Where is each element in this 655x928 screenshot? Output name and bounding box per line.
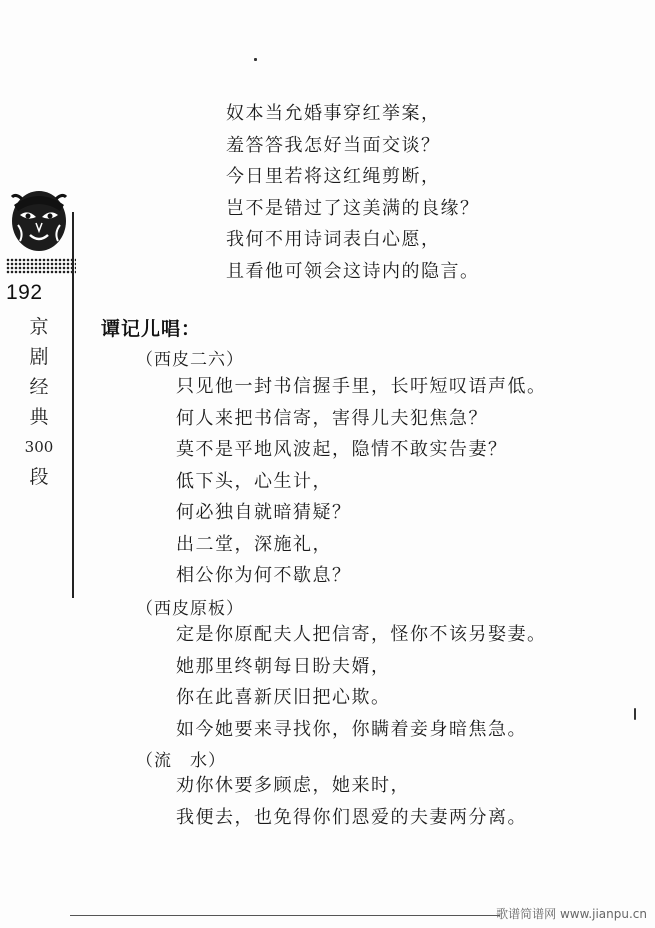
verse-line: 我何不用诗词表白心愿， <box>226 229 441 250</box>
verse-block <box>176 371 547 592</box>
title-char: 经 <box>29 376 49 398</box>
verse-line: 何必独自就暗猜疑？ <box>176 502 352 523</box>
verse-line: 岂不是错过了这美满的良缘？ <box>226 197 480 219</box>
opera-mask-icon <box>8 185 70 253</box>
verse-line: 出二堂，深施礼， <box>176 533 332 555</box>
halftone-strip <box>6 258 76 274</box>
verse-line: 如今她要来寻找你，你瞒着妾身暗焦急。 <box>176 718 527 740</box>
title-char: 典 <box>29 406 49 428</box>
watermark: 歌谱简谱网 www.jianpu.cn <box>496 907 647 921</box>
tune-label: （西皮原板） <box>136 599 244 619</box>
title-char: 京 <box>29 316 49 338</box>
verse-line: 低下头，心生计， <box>176 470 332 492</box>
bottom-rule <box>70 915 500 916</box>
verse-line: 她那里终朝每日盼夫婿， <box>176 655 391 677</box>
verse-line: 今日里若将这红绳剪断， <box>226 166 441 187</box>
tune-label: （西皮二六） <box>136 350 244 370</box>
verse-line: 何人来把书信寄，害得儿夫犯焦急？ <box>176 407 488 429</box>
verse-block <box>176 770 527 833</box>
title-char: 段 <box>29 466 49 488</box>
title-number: 300 <box>24 438 54 456</box>
margin-rule <box>72 212 74 598</box>
verse-line: 且看他可领会这诗内的隐言。 <box>226 260 480 282</box>
verse-line: 定是你原配夫人把信寄，怪你不该另娶妻。 <box>176 624 547 645</box>
title-char: 剧 <box>29 346 49 368</box>
verse-block-top <box>226 98 480 287</box>
verse-line: 劝你休要多顾虑，她来时， <box>176 775 410 796</box>
verse-block <box>176 619 547 745</box>
scan-speck <box>254 58 257 61</box>
tune-label: （流 水） <box>136 751 226 771</box>
scan-speck <box>634 708 636 720</box>
page-number: 192 <box>6 281 43 304</box>
verse-line: 你在此喜新厌旧把心欺。 <box>176 687 391 708</box>
verse-line: 相公你为何不歇息？ <box>176 565 352 586</box>
verse-line: 羞答答我怎好当面交谈？ <box>226 134 441 156</box>
verse-line: 奴本当允婚事穿红挙案， <box>226 103 441 124</box>
book-title-vertical <box>24 312 54 492</box>
role-heading: 谭记儿唱： <box>101 318 202 340</box>
verse-line: 我便去，也免得你们恩爱的夫妻两分离。 <box>176 806 527 828</box>
verse-line: 只见他一封书信握手里，长吁短叹语声低。 <box>176 376 547 397</box>
verse-line: 莫不是平地风波起，隐情不敢实告妻？ <box>176 439 508 460</box>
